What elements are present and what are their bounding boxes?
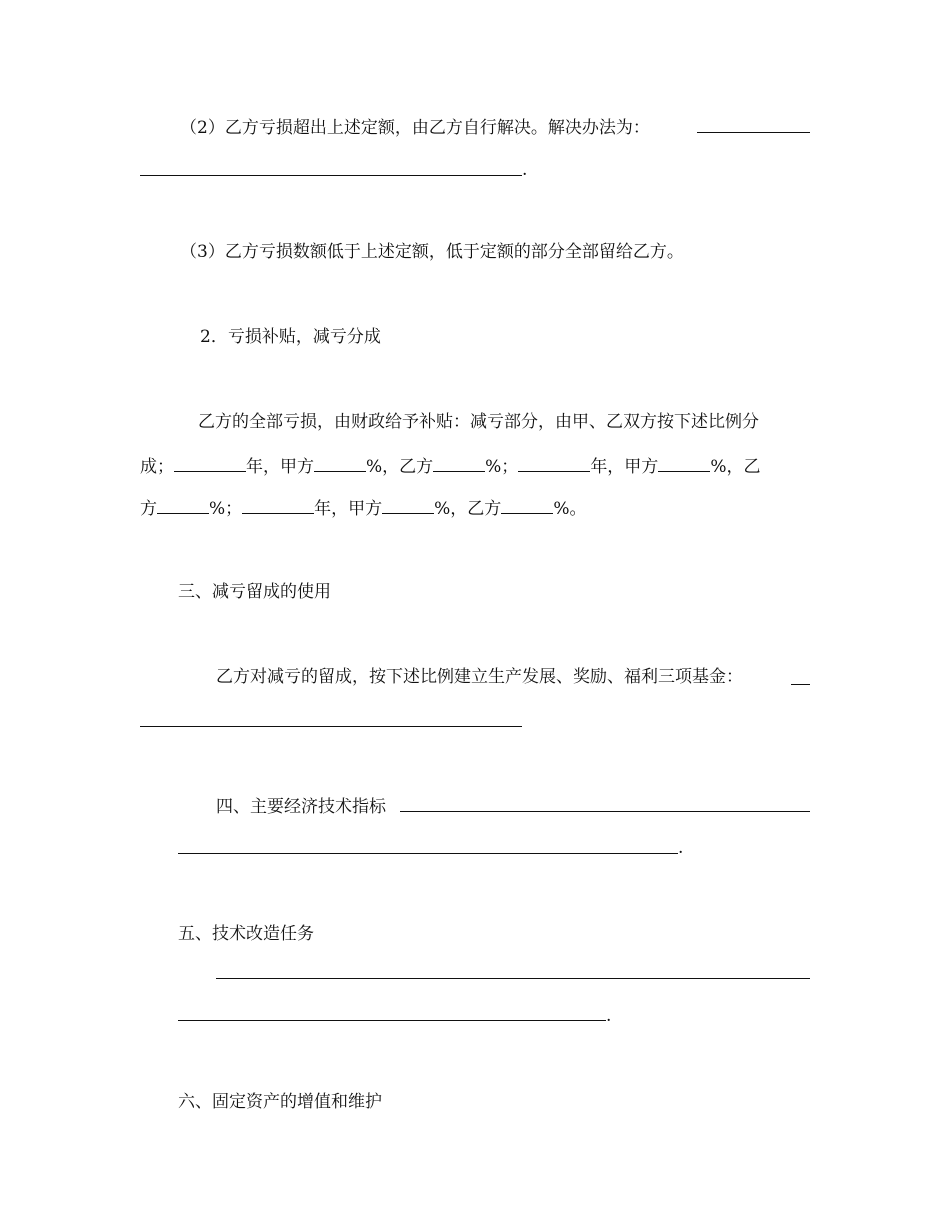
clause-2-2-blank-2 bbox=[140, 175, 522, 176]
text-pct-end: %。 bbox=[553, 499, 587, 519]
text-year-2: 年，甲方 bbox=[590, 457, 659, 477]
section-5-blank-1 bbox=[216, 978, 810, 979]
blank-year-1 bbox=[174, 453, 246, 472]
clause-2-3 bbox=[180, 240, 684, 264]
section-4-end-mark: . bbox=[678, 838, 684, 858]
text-cheng: 成； bbox=[140, 457, 174, 477]
section-4-blank-1 bbox=[400, 811, 810, 812]
clause-2-3-text: （3）乙方亏损数额低于上述定额，低于定额的部分全部留给乙方。 bbox=[180, 242, 684, 262]
section-2-body-line-3 bbox=[140, 495, 586, 521]
section-2-body-line-2 bbox=[140, 453, 760, 479]
section-4-heading: 四、主要经济技术指标 bbox=[216, 797, 386, 817]
text-pct-5: %，乙方 bbox=[434, 499, 502, 519]
clause-2-2 bbox=[180, 116, 650, 140]
text-fang: 方 bbox=[140, 499, 157, 519]
section-2-heading: 2．亏损补贴，减亏分成 bbox=[200, 327, 381, 347]
section-4-blank-2 bbox=[178, 853, 678, 854]
blank-jia-pct-3 bbox=[382, 495, 434, 514]
section-5-end-mark: . bbox=[606, 1006, 612, 1026]
section-5-heading: 五、技术改造任务 bbox=[178, 924, 314, 944]
section-3-blank-2 bbox=[140, 726, 522, 727]
section-3-blank-1 bbox=[791, 684, 810, 685]
section-6-heading: 六、固定资产的增值和维护 bbox=[178, 1092, 382, 1112]
clause-2-2-text: （2）乙方亏损超出上述定额，由乙方自行解决。解决办法为： bbox=[180, 118, 650, 138]
text-pct-4: %； bbox=[209, 499, 243, 519]
text-pct-2: %； bbox=[485, 457, 519, 477]
blank-year-3 bbox=[242, 495, 314, 514]
clause-2-2-end-mark: . bbox=[522, 160, 528, 180]
text-pct-1: %，乙方 bbox=[366, 457, 434, 477]
blank-yi-pct-1 bbox=[433, 453, 485, 472]
section-3-heading: 三、减亏留成的使用 bbox=[178, 582, 331, 602]
text-pct-3: %，乙 bbox=[710, 457, 761, 477]
section-5-blank-2 bbox=[178, 1020, 606, 1021]
blank-yi-pct-3 bbox=[501, 495, 553, 514]
section-2-body-line-1: 乙方的全部亏损，由财政给予补贴：减亏部分，由甲、乙双方按下述比例分 bbox=[198, 412, 759, 432]
blank-jia-pct-1 bbox=[314, 453, 366, 472]
text-year-3: 年，甲方 bbox=[314, 499, 383, 519]
blank-year-2 bbox=[518, 453, 590, 472]
blank-yi-pct-2 bbox=[157, 495, 209, 514]
clause-2-2-blank-1 bbox=[697, 132, 810, 133]
text-year-1: 年，甲方 bbox=[246, 457, 314, 477]
blank-jia-pct-2 bbox=[658, 453, 710, 472]
section-3-body: 乙方对减亏的留成，按下述比例建立生产发展、奖励、福利三项基金： bbox=[216, 667, 743, 687]
